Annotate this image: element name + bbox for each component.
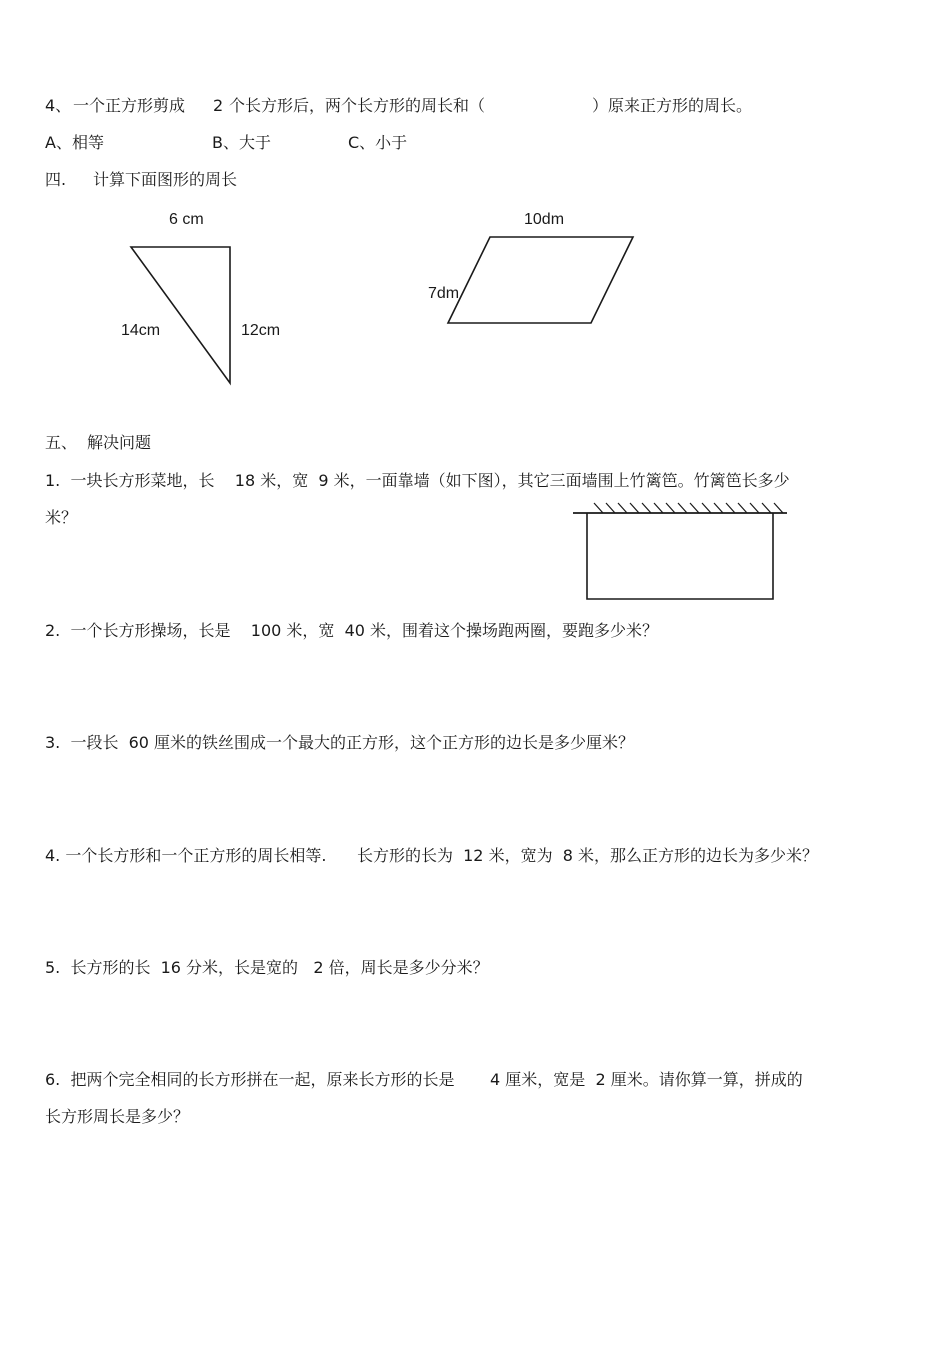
hatch-mark — [594, 503, 603, 513]
question-4-number: 4、 — [45, 96, 72, 115]
parallelogram-top-label: 10dm — [524, 211, 565, 228]
problem-5-line-1: 5. 长方形的长 16 分米，长是宽的 2 倍，周长是多少分米？ — [45, 958, 489, 977]
problem-1-line-2: 米？ — [45, 508, 78, 527]
hatch-mark — [774, 503, 783, 513]
hatch-mark — [750, 503, 759, 513]
hatch-mark — [606, 503, 615, 513]
section-4-title: 计算下面图形的周长 — [93, 170, 238, 189]
question-4-text-after: 个长方形后，两个长方形的周长和（ — [229, 96, 486, 115]
section-5-number: 五、 — [45, 433, 78, 452]
hatch-mark — [678, 503, 687, 513]
problem-6-line-2: 长方形周长是多少？ — [45, 1107, 190, 1126]
hatch-mark — [690, 503, 699, 513]
hatch-mark — [714, 503, 723, 513]
triangle-top-label: 6 cm — [169, 211, 204, 228]
hatch-mark — [618, 503, 627, 513]
section-5-title: 解决问题 — [87, 433, 152, 452]
triangle-shape — [131, 247, 230, 383]
section-4-number: 四. — [45, 170, 67, 189]
question-4-count: 2 — [213, 96, 224, 115]
problem-4-line-1: 4. 一个长方形和一个正方形的周长相等. 长方形的长为 12 米，宽为 8 米，那么正方形的边长为多少米？ — [45, 846, 819, 865]
question-4-paren-close: ）原来正方形的周长。 — [592, 96, 753, 115]
option-c: C、小于 — [348, 133, 408, 152]
problem-1-line-1: 1. 一块长方形菜地，长 18 米，宽 9 米，一面靠墙（如下图），其它三面墙围上竹篱笆。竹篱笆长多少 — [45, 471, 790, 490]
problem-2-line-1: 2. 一个长方形操场，长是 100 米，宽 40 米，围着这个操场跑两圈，要跑多少米？ — [45, 621, 659, 640]
hatch-mark — [666, 503, 675, 513]
hatch-mark — [654, 503, 663, 513]
wall-hatching — [594, 503, 783, 513]
triangle-right-label: 12cm — [241, 322, 281, 339]
fence-rectangle — [587, 513, 773, 599]
hatch-mark — [702, 503, 711, 513]
triangle-left-label: 14cm — [121, 322, 161, 339]
option-a: A、相等 — [45, 133, 104, 152]
question-4-text-before: 一个正方形剪成 — [73, 96, 186, 115]
hatch-mark — [642, 503, 651, 513]
option-b: B、大于 — [212, 133, 271, 152]
hatch-mark — [762, 503, 771, 513]
problem-3-line-1: 3. 一段长 60 厘米的铁丝围成一个最大的正方形，这个正方形的边长是多少厘米？ — [45, 733, 635, 752]
problem-6-line-1: 6. 把两个完全相同的长方形拼在一起，原来长方形的长是 4 厘米，宽是 2 厘米。请你算一算，拼成的 — [45, 1070, 803, 1089]
parallelogram-shape — [448, 237, 633, 323]
hatch-mark — [726, 503, 735, 513]
parallelogram-left-label: 7dm — [428, 285, 460, 302]
hatch-mark — [630, 503, 639, 513]
wall-diagram — [573, 503, 787, 599]
hatch-mark — [738, 503, 747, 513]
